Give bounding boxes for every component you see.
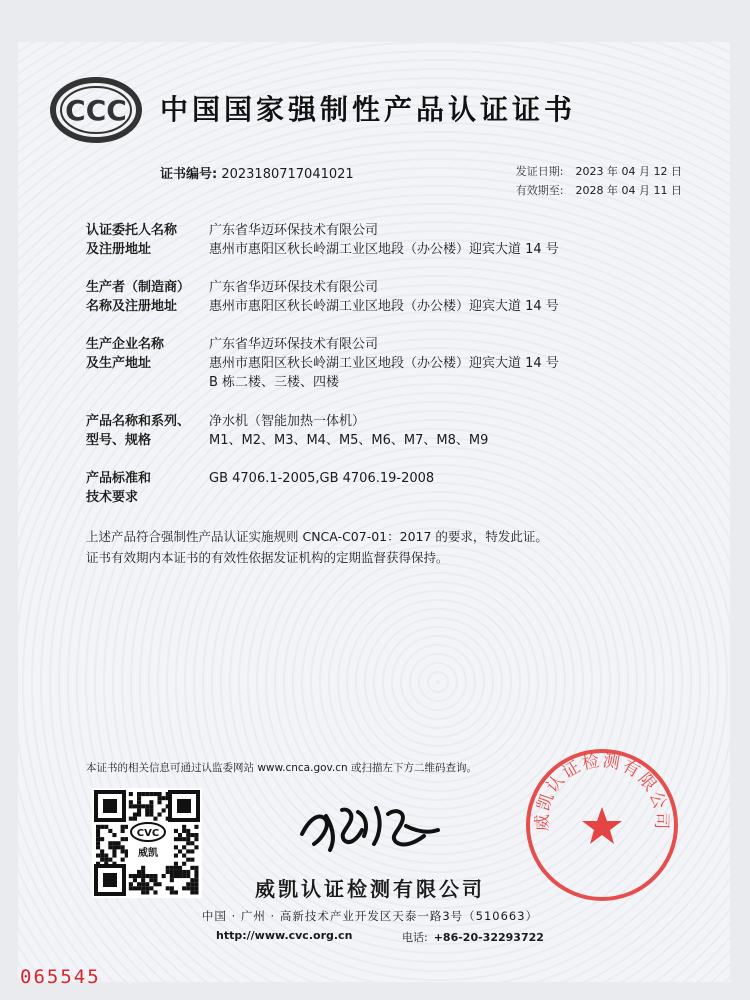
field-label-line: 及生产地址	[86, 356, 152, 371]
qr-module	[174, 890, 178, 894]
qr-module	[108, 841, 112, 845]
qr-module	[133, 804, 137, 808]
qr-module	[182, 886, 186, 890]
info-note: 本证书的相关信息可通过认监委网站 www.cnca.gov.cn 或扫描左下方二维码查询。	[86, 762, 478, 774]
qr-module	[186, 886, 190, 890]
organization-phone	[402, 929, 544, 945]
qr-module	[129, 817, 133, 821]
qr-module	[190, 841, 194, 845]
qr-module	[100, 849, 104, 853]
qr-module	[137, 800, 141, 804]
field-label	[86, 278, 202, 316]
ccc-logo-text: CCC	[65, 94, 127, 127]
field-label-line: 产品标准和	[86, 471, 152, 486]
field-value-line: 惠州市惠阳区秋长岭湖工业区地段（办公楼）迎宾大道 14 号	[209, 299, 559, 314]
qr-module	[112, 833, 116, 837]
organization-website-link[interactable]: http://www.cvc.org.cn	[216, 929, 353, 942]
qr-module	[145, 882, 149, 886]
field-label	[86, 221, 202, 259]
issuing-organization: 威凯认证检测有限公司	[255, 877, 485, 901]
field-value-line: 惠州市惠阳区秋长岭湖工业区地段（办公楼）迎宾大道 14 号	[209, 356, 559, 371]
compliance-line: 上述产品符合强制性产品认证实施规则 CNCA-C07-01：2017 的要求，特发此证。	[86, 529, 548, 544]
qr-module	[194, 878, 198, 882]
qr-module	[137, 804, 141, 808]
qr-module	[149, 800, 153, 804]
field-label-line: 认证委托人名称	[86, 223, 178, 238]
qr-module	[153, 874, 157, 878]
qr-module	[190, 849, 194, 853]
qr-logo-subtext: 威凯	[138, 848, 158, 859]
qr-module	[149, 886, 153, 890]
field-value	[209, 335, 689, 392]
qr-module	[133, 817, 137, 821]
qr-module	[145, 792, 149, 796]
qr-module	[145, 874, 149, 878]
qr-module	[194, 825, 198, 829]
qr-module	[158, 882, 162, 886]
qr-module	[170, 866, 174, 870]
qr-module	[108, 858, 112, 862]
qr-module	[100, 854, 104, 858]
qr-module	[182, 837, 186, 841]
qr-module	[133, 886, 137, 890]
qr-module	[186, 841, 190, 845]
qr-module	[194, 837, 198, 841]
phone-label: 电话:	[402, 931, 428, 944]
qr-module	[96, 841, 100, 845]
qr-module	[186, 837, 190, 841]
qr-module	[112, 841, 116, 845]
qr-module	[190, 858, 194, 862]
qr-module	[186, 829, 190, 833]
qr-module	[129, 800, 133, 804]
qr-module	[190, 886, 194, 890]
qr-module	[170, 886, 174, 890]
qr-module	[145, 886, 149, 890]
qr-module	[137, 882, 141, 886]
qr-module	[149, 792, 153, 796]
qr-logo-text: CVC	[136, 828, 160, 839]
phone-value: +86-20-32293722	[433, 931, 544, 944]
qr-module	[96, 833, 100, 837]
qr-module	[182, 874, 186, 878]
certificate-number-value: 2023180717041021	[221, 167, 354, 182]
qr-module	[186, 882, 190, 886]
qr-module	[178, 866, 182, 870]
qr-module	[112, 849, 116, 853]
qr-module	[141, 804, 145, 808]
certificate-dates	[516, 162, 682, 200]
qr-module	[182, 825, 186, 829]
qr-module	[194, 890, 198, 894]
qr-module	[145, 890, 149, 894]
qr-module	[141, 870, 145, 874]
qr-module	[137, 792, 141, 796]
qr-module	[129, 882, 133, 886]
qr-module	[149, 874, 153, 878]
qr-module	[112, 845, 116, 849]
qr-module	[121, 845, 125, 849]
qr-module	[182, 862, 186, 866]
qr-module	[108, 845, 112, 849]
qr-module	[137, 796, 141, 800]
qr-module	[174, 829, 178, 833]
qr-module	[133, 878, 137, 882]
qr-module	[108, 829, 112, 833]
qr-module	[174, 874, 178, 878]
qr-module	[149, 808, 153, 812]
qr-module	[174, 845, 178, 849]
qr-module	[153, 882, 157, 886]
qr-module	[141, 792, 145, 796]
qr-module	[129, 804, 133, 808]
qr-module	[117, 841, 121, 845]
qr-module	[182, 854, 186, 858]
field-value-line: 净水机（智能加热一体机）	[209, 414, 366, 429]
signature-icon	[296, 790, 446, 860]
field-value-line: GB 4706.1-2005,GB 4706.19-2008	[209, 471, 435, 486]
qr-module	[186, 858, 190, 862]
certificate-number-label: 证书编号:	[160, 167, 218, 182]
field-label	[86, 469, 202, 507]
field-label-line: 生产企业名称	[86, 337, 165, 352]
issue-date-value: 2023 年 04 月 12 日	[575, 165, 682, 178]
compliance-line: 证书有效期内本证书的有效性依据发证机构的定期监督获得保持。	[86, 550, 449, 565]
qr-module	[153, 817, 157, 821]
qr-module	[96, 845, 100, 849]
issue-date	[516, 162, 682, 181]
qr-module	[96, 829, 100, 833]
qr-module	[153, 792, 157, 796]
qr-module	[194, 845, 198, 849]
qr-module	[153, 878, 157, 882]
qr-module	[174, 837, 178, 841]
qr-module	[121, 829, 125, 833]
field-label	[86, 335, 202, 373]
qr-module	[141, 890, 145, 894]
qr-module	[133, 813, 137, 817]
qr-module	[182, 870, 186, 874]
qr-module	[186, 833, 190, 837]
qr-module	[121, 849, 125, 853]
expiry-date	[516, 181, 682, 200]
qr-module	[137, 870, 141, 874]
qr-module	[158, 800, 162, 804]
qr-module	[141, 866, 145, 870]
qr-module	[174, 866, 178, 870]
official-seal-icon	[522, 745, 682, 905]
field-value-line: B 栋二楼、三楼、四楼	[209, 375, 340, 390]
issue-date-label: 发证日期:	[515, 165, 564, 178]
field-value	[209, 469, 689, 488]
qr-module	[194, 866, 198, 870]
qr-module	[104, 854, 108, 858]
serial-number: 065545	[20, 966, 101, 988]
qr-module	[96, 837, 100, 841]
qr-module	[162, 808, 166, 812]
qr-module	[174, 862, 178, 866]
qr-module	[166, 886, 170, 890]
qr-module	[178, 833, 182, 837]
field-value-line: 广东省华迈环保技术有限公司	[209, 223, 379, 238]
field-value	[209, 221, 689, 259]
qr-module	[182, 829, 186, 833]
qr-module	[170, 870, 174, 874]
qr-module	[194, 886, 198, 890]
qr-module	[129, 792, 133, 796]
qr-module	[112, 854, 116, 858]
qr-module	[149, 878, 153, 882]
field-value	[209, 412, 689, 450]
qr-module	[194, 870, 198, 874]
qr-module	[100, 825, 104, 829]
field-value	[209, 278, 689, 316]
qr-module	[190, 833, 194, 837]
qr-module	[153, 890, 157, 894]
qr-module	[178, 837, 182, 841]
field-label-line: 及注册地址	[86, 242, 152, 257]
qr-module	[162, 874, 166, 878]
qr-module	[186, 849, 190, 853]
qr-module	[170, 890, 174, 894]
qr-module	[145, 808, 149, 812]
qr-module	[166, 866, 170, 870]
field-label-line: 生产者（制造商）	[86, 280, 191, 295]
qr-module	[145, 804, 149, 808]
qr-module	[158, 813, 162, 817]
qr-module	[158, 796, 162, 800]
qr-module	[194, 882, 198, 886]
qr-module	[178, 870, 182, 874]
qr-module	[190, 878, 194, 882]
qr-module	[190, 890, 194, 894]
certificate-number	[160, 163, 354, 182]
expiry-date-label: 有效期至:	[515, 184, 564, 197]
qr-module	[170, 874, 174, 878]
qr-module	[121, 825, 125, 829]
qr-module	[194, 833, 198, 837]
qr-module	[166, 870, 170, 874]
qr-module	[141, 878, 145, 882]
qr-module	[100, 837, 104, 841]
qr-module	[178, 874, 182, 878]
field-label-line: 名称及注册地址	[86, 299, 178, 314]
qr-module	[129, 886, 133, 890]
field-value-line: M1、M2、M3、M4、M5、M6、M7、M8、M9	[209, 433, 489, 448]
qr-module	[149, 813, 153, 817]
qr-module	[158, 792, 162, 796]
qr-module	[194, 874, 198, 878]
qr-module	[133, 874, 137, 878]
qr-module	[121, 837, 125, 841]
qr-module	[137, 874, 141, 878]
qr-module	[96, 854, 100, 858]
qr-module	[162, 796, 166, 800]
qr-module	[170, 878, 174, 882]
qr-module	[141, 886, 145, 890]
ccc-logo-icon	[50, 76, 142, 144]
qr-code-icon[interactable]	[92, 788, 202, 898]
field-label-line: 型号、规格	[86, 433, 152, 448]
qr-module	[96, 825, 100, 829]
qr-module	[182, 845, 186, 849]
qr-module	[137, 808, 141, 812]
qr-module	[141, 882, 145, 886]
expiry-date-value: 2028 年 04 月 11 日	[575, 184, 682, 197]
field-label-line: 技术要求	[86, 490, 139, 505]
qr-module	[178, 849, 182, 853]
qr-module	[174, 870, 178, 874]
qr-module	[137, 813, 141, 817]
organization-address: 中国 · 广州 · 高新技术产业开发区天泰一路3号（510663）	[201, 909, 539, 923]
qr-module	[104, 858, 108, 862]
field-label-line: 产品名称和系列、	[86, 414, 191, 429]
qr-module	[141, 874, 145, 878]
field-label	[86, 412, 202, 450]
qr-module	[186, 874, 190, 878]
field-value-line: 惠州市惠阳区秋长岭湖工业区地段（办公楼）迎宾大道 14 号	[209, 242, 559, 257]
qr-module	[145, 813, 149, 817]
qr-module	[104, 825, 108, 829]
qr-module	[129, 874, 133, 878]
page-title: 中国国家强制性产品认证证书	[160, 93, 577, 126]
field-value-line: 广东省华迈环保技术有限公司	[209, 337, 379, 352]
field-value-line: 广东省华迈环保技术有限公司	[209, 280, 379, 295]
qr-module	[190, 866, 194, 870]
qr-module	[149, 804, 153, 808]
seal-text: 威凯认证检测有限公司	[532, 751, 672, 832]
qr-module	[137, 886, 141, 890]
qr-module	[190, 882, 194, 886]
compliance-statement	[86, 526, 686, 568]
qr-module	[174, 854, 178, 858]
qr-module	[100, 858, 104, 862]
qr-module	[121, 858, 125, 862]
qr-module	[186, 870, 190, 874]
qr-module	[117, 845, 121, 849]
